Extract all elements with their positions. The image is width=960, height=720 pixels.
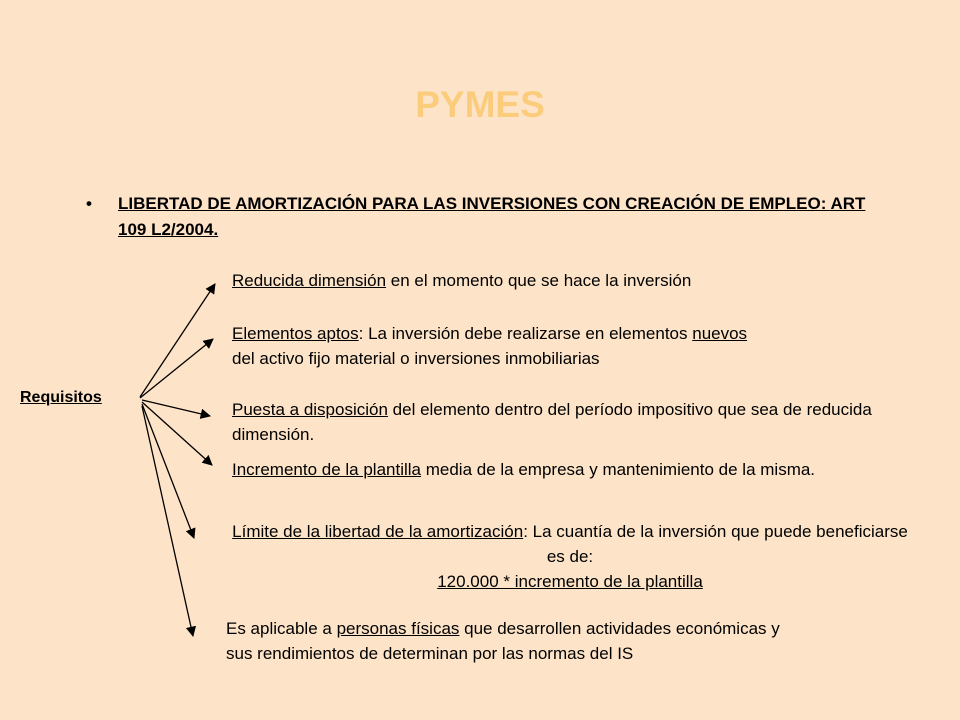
requirement-puesta-a-disposicion — [232, 397, 892, 447]
item6-text: que desarrollen actividades económicas y sus rendimientos de determinan por las normas del IS — [226, 619, 780, 663]
item4-text: media de la empresa y mantenimiento de la misma. — [421, 460, 816, 479]
arrow-to-item1 — [140, 284, 215, 397]
item6-term: personas físicas — [336, 619, 460, 638]
arrow-to-item3 — [142, 400, 210, 416]
item6-pre: Es aplicable a — [226, 619, 337, 638]
requirement-reducida-dimension — [232, 268, 872, 293]
item2-term-nuevos: nuevos — [692, 324, 748, 343]
item3-term: Puesta a disposición — [232, 400, 388, 419]
item5-text: : La cuantía de la inversión que puede beneficiarse es de: — [523, 522, 908, 566]
requirement-personas-fisicas — [226, 616, 801, 666]
item4-term: Incremento de la plantilla — [232, 460, 422, 479]
item2-term: Elementos aptos — [232, 324, 359, 343]
requisitos-label: Requisitos — [20, 389, 102, 406]
item1-text: en el momento que se hace la inversión — [386, 271, 692, 290]
item1-term: Reducida dimensión — [232, 271, 387, 290]
requirement-incremento-plantilla — [232, 457, 852, 482]
slide-title: PYMES — [415, 84, 545, 125]
arrow-to-item2 — [140, 339, 213, 398]
bullet-marker: • — [86, 194, 92, 213]
item3-text: del elemento dentro del período impositivo que sea de reducida dimensión. — [232, 400, 872, 444]
item5-term: Límite de la libertad de la amortización — [232, 522, 524, 541]
item2-text: : La inversión debe realizarse en elementos — [358, 324, 693, 343]
item5-formula: 120.000 * incremento de la plantilla — [437, 572, 703, 591]
bullet-text: LIBERTAD DE AMORTIZACIÓN PARA LAS INVERSIONES CON CREACIÓN DE EMPLEO: ART 109 L2/2004. — [118, 194, 866, 239]
arrow-to-item5 — [142, 404, 194, 538]
requirement-limite-amortizacion — [225, 519, 915, 594]
item2-text-line2: del activo fijo material o inversiones inmobiliarias — [232, 349, 600, 368]
requirement-elementos-aptos — [232, 321, 892, 371]
